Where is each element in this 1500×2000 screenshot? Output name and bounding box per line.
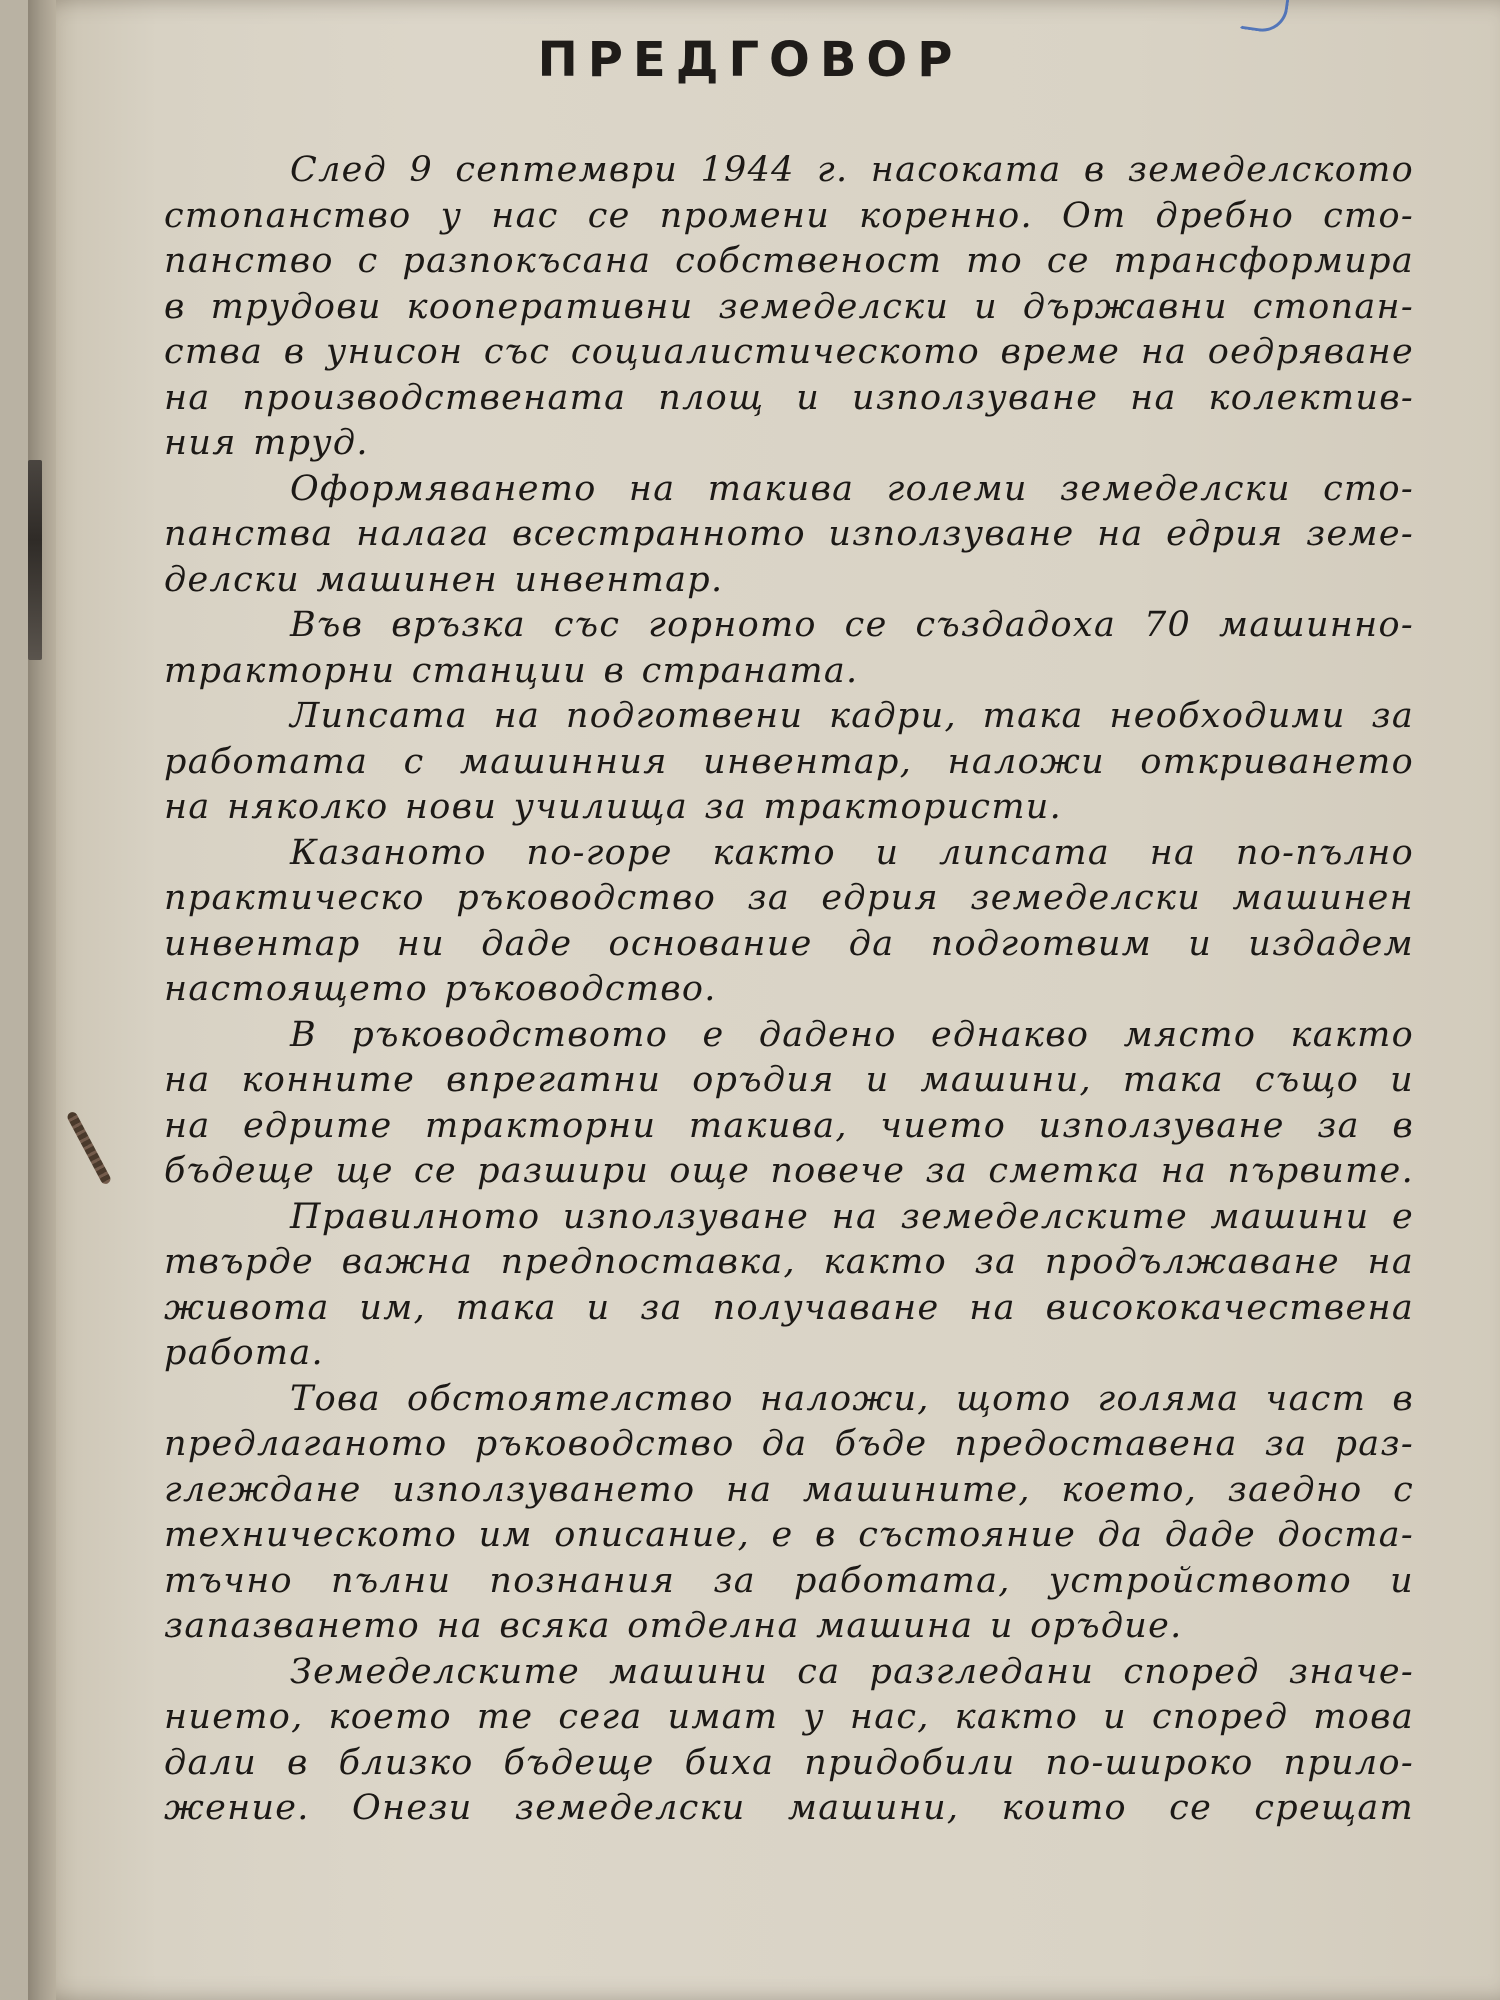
text-line: В ръководството е дадено еднакво място както xyxy=(290,1014,1414,1055)
text-line: на конните впрегатни оръдия и машини, така също и xyxy=(164,1060,1414,1100)
text-line: панства налага всестранното използуване на едрия земе- xyxy=(164,514,1414,554)
text-line: запазването на всяка отделна машина и оръдие. xyxy=(164,1606,1183,1646)
text-line: бъдеще ще се разшири още повече за сметка на първите. xyxy=(164,1151,1414,1191)
preface-body xyxy=(164,148,1414,1832)
text-line: Правилното използуване на земеделските машини е xyxy=(290,1196,1414,1237)
pen-mark xyxy=(1239,0,1292,35)
text-line: Оформяването на такива големи земеделски сто- xyxy=(290,468,1414,509)
text-line: ства в унисон със социалистическото време на оедряване xyxy=(164,332,1414,372)
text-line: нието, което те сега имат у нас, както и според това xyxy=(164,1697,1414,1737)
text-line: панство с разпокъсана собственост то се трансформира xyxy=(164,241,1414,281)
text-line: инвентар ни даде основание да подготвим и издадем xyxy=(164,923,1414,964)
text-line: дали в близко бъдеще биха придобили по-широко прило- xyxy=(164,1742,1414,1783)
text-line: работата с машинния инвентар, наложи откриването xyxy=(164,741,1414,782)
text-line: Във връзка със горното се създадоха 70 машинно- xyxy=(290,605,1414,645)
text-line: твърде важна предпоставка, както за продължаване на xyxy=(164,1242,1414,1282)
text-line: Липсата на подготвени кадри, така необходими за xyxy=(290,696,1414,736)
text-line: живота им, така и за получаване на висококачествена xyxy=(164,1287,1414,1328)
binding-thread xyxy=(28,460,42,660)
text-line: настоящето ръководство. xyxy=(164,969,717,1009)
text-line: След 9 септември 1944 г. насоката в земеделското xyxy=(290,150,1414,190)
text-line: тракторни станции в страната. xyxy=(164,650,859,691)
text-line: Това обстоятелство наложи, щото голяма част в xyxy=(290,1378,1414,1419)
text-line: делски машинен инвентар. xyxy=(164,559,724,600)
text-line: на производствената площ и използуване на колектив- xyxy=(164,377,1414,418)
text-line: техническото им описание, е в състояние да даде доста- xyxy=(164,1515,1414,1555)
text-line: практическо ръководство за едрия земеделски машинен xyxy=(164,878,1414,918)
text-line: жение. Онези земеделски машини, които се срещат xyxy=(164,1788,1414,1828)
page-gutter xyxy=(28,0,56,2000)
text-line: Земеделските машини са разгледани според значе- xyxy=(290,1651,1414,1692)
text-line: ния труд. xyxy=(164,423,369,463)
page-title: ПРЕДГОВОР xyxy=(537,32,963,88)
text-line: предлаганото ръководство да бъде предоставена за раз- xyxy=(164,1424,1414,1464)
text-line: глеждане използуването на машините, което, заедно с xyxy=(164,1469,1414,1510)
text-line: в трудови кооперативни земеделски и държавни стопан- xyxy=(164,286,1414,327)
text-line: стопанство у нас се промени коренно. От дребно сто- xyxy=(164,195,1414,236)
insect-on-page xyxy=(66,1110,112,1185)
text-line: работа. xyxy=(164,1333,324,1373)
text-line: на няколко нови училища за трактористи. xyxy=(164,787,1063,827)
text-line: на едрите тракторни такива, чието използуване за в xyxy=(164,1105,1414,1146)
text-line: тъчно пълни познания за работата, устройството и xyxy=(164,1560,1414,1601)
text-line: Казаното по-горе както и липсата на по-пълно xyxy=(290,832,1414,873)
